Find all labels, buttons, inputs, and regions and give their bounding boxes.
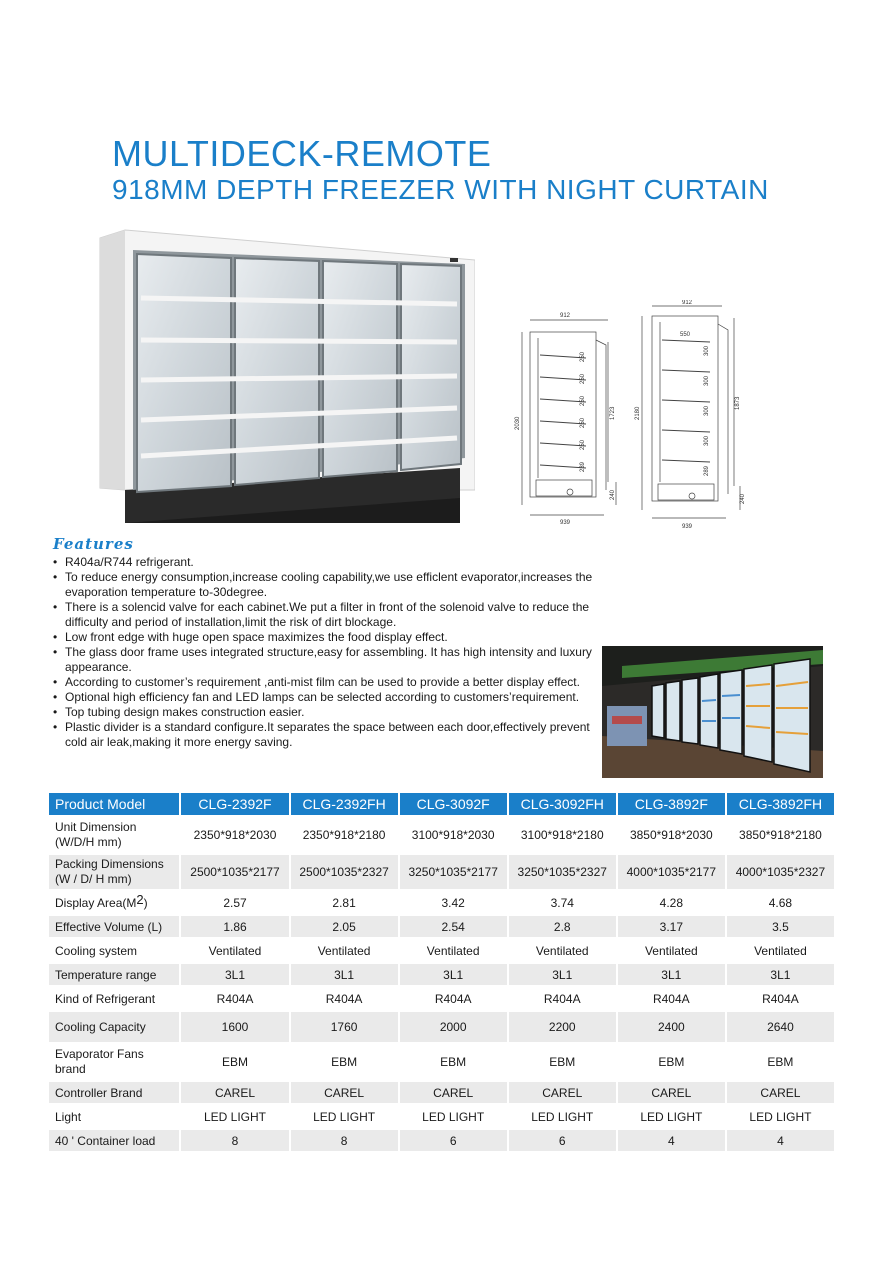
row-label-line: (W / D/ H mm) [55,872,132,886]
table-cell: R404A [652,991,690,1006]
table-cell: 8 [181,1130,288,1151]
table-cell: CAREL [727,1082,834,1103]
table-cell: R404A [325,991,363,1006]
table-cell: 3L1 [727,964,834,985]
row-container-load [49,1130,834,1151]
table-cell: 1760 [291,1012,398,1042]
row-label-line: brand [55,1062,86,1076]
table-cell: 4.68 [768,895,793,910]
table-cell: 2.57 [223,895,247,910]
table-cell: 4 [727,1130,834,1151]
shelf-spacing-label: 239 [580,461,586,472]
row-packing-dimensions [49,855,834,889]
row-label-line: (W/D/H mm) [55,835,122,849]
shelf-spacing-label: 250 [580,439,586,450]
shelf-spacing-label: 250 [580,373,586,384]
table-cell: 2.54 [400,916,507,937]
table-cell: 2.05 [291,916,398,937]
table-cell: 4 [618,1130,725,1151]
table-cell: 3850*918*2030 [629,827,713,842]
shelf-spacing-label: 300 [704,375,710,386]
table-cell: R404A [216,991,254,1006]
diagram-base-height: 240 [610,489,616,500]
table-cell: CAREL [181,1082,288,1103]
table-cell: 2200 [509,1012,616,1042]
row-controller-brand [49,1082,834,1103]
table-cell: LED LIGHT [531,1109,594,1124]
feature-item: • R404a/R744 refrigerant. [53,555,598,570]
table-cell: EBM [767,1054,794,1069]
row-label [49,1045,179,1079]
table-cell: LED LIGHT [422,1109,485,1124]
diagram-inner-height: 1873 [735,396,741,410]
row-label: Light [55,1109,82,1124]
diagram-top-inner: 550 [680,332,691,338]
shelf-spacing-label: 300 [704,435,710,446]
feature-item: • There is a solencid valve for each cabinet.We put a filter in front of the solenoid valve to reduce the difficulty and period of installation,limit the risk of dirt blockage. [53,600,598,630]
diagram-width-top: 912 [682,300,693,306]
table-cell: 3.42 [441,895,465,910]
table-cell: 2500*1035*2327 [291,855,398,889]
row-label-text: Display Area(M [55,896,137,910]
row-label-line: Evaporator Fans [55,1047,144,1061]
table-cell: 3100*918*2030 [411,827,495,842]
dimension-diagram-right [630,300,750,530]
table-cell: Ventilated [754,943,807,958]
row-label: Cooling system [55,943,138,958]
diagram-width-top: 912 [560,313,571,319]
features-heading: Features [53,535,134,553]
table-cell: 1600 [181,1012,288,1042]
spec-table [47,790,836,1154]
table-cell: 2500*1035*2177 [181,855,288,889]
table-cell: 3.5 [727,916,834,937]
table-cell: Ventilated [317,943,371,958]
row-label: Kind of Refrigerant [55,991,156,1006]
row-label-line: Packing Dimensions [55,857,164,871]
table-cell: LED LIGHT [749,1109,812,1124]
row-display-area [49,892,834,913]
row-label-text: ) [143,896,148,910]
feature-item: • Top tubing design makes construction easier. [53,705,598,720]
page-title: MULTIDECK-REMOTE [112,133,492,174]
table-cell: 4000*1035*2177 [618,855,725,889]
table-cell: 3L1 [618,964,725,985]
dimension-diagram-left [508,300,626,525]
row-temperature-range [49,964,834,985]
row-label: Controller Brand [49,1082,179,1103]
row-unit-dimension [49,818,834,852]
table-cell: Ventilated [644,943,698,958]
table-cell: EBM [222,1054,249,1069]
table-cell: 6 [400,1130,507,1151]
table-cell: 3.74 [550,895,574,910]
table-cell: EBM [658,1054,685,1069]
table-cell: R404A [434,991,472,1006]
feature-item: • To reduce energy consumption,increase cooling capability,we use efficlent evaporator,increases the evaporation temperature to-30degree. [53,570,598,600]
feature-item: • Plastic divider is a standard configure.It separates the space between each door,effectively prevent cold air leak,making it more energy saving. [53,720,598,750]
table-cell: 8 [291,1130,398,1151]
row-label [49,818,179,852]
diagram-inner-height: 1723 [610,406,616,420]
row-effective-volume [49,916,834,937]
shelf-spacing-label: 250 [580,351,586,362]
table-cell: 2640 [727,1012,834,1042]
table-cell: 2.81 [332,895,356,910]
page-subtitle: 918MM DEPTH FREEZER WITH NIGHT CURTAIN [112,174,769,205]
table-cell: 3L1 [400,964,507,985]
table-cell: EBM [331,1054,358,1069]
row-label [49,855,179,889]
store-photo [602,646,823,778]
shelf-spacing-label: 250 [580,395,586,406]
table-cell: 1.86 [181,916,288,937]
table-cell: CAREL [509,1082,616,1103]
table-cell: EBM [549,1054,576,1069]
table-cell: R404A [762,991,799,1006]
diagram-base-height: 240 [740,493,746,504]
table-cell: 3850*918*2180 [739,827,822,842]
diagram-height: 2030 [515,416,521,430]
table-cell: 4000*1035*2327 [727,855,834,889]
row-label: Cooling Capacity [49,1012,179,1042]
spec-header-row [49,793,834,815]
table-cell: 3100*918*2180 [520,827,604,842]
table-cell: 2350*918*2180 [302,827,386,842]
table-cell: 4.28 [659,895,683,910]
diagram-height: 2180 [635,406,641,420]
table-cell: 6 [509,1130,616,1151]
row-label: 40 ' Container load [49,1130,179,1151]
diagram-width-bottom: 939 [560,520,571,525]
table-cell: 3L1 [291,964,398,985]
table-cell: CAREL [618,1082,725,1103]
product-photo [95,228,475,528]
shelf-spacing-label: 250 [580,417,586,428]
row-label: Effective Volume (L) [49,916,179,937]
features-list [53,555,598,750]
diagram-width-bottom: 939 [682,524,693,530]
table-cell: LED LIGHT [204,1109,267,1124]
header-model: CLG-2392F [181,793,288,815]
table-cell: 3L1 [509,964,616,985]
feature-item: • Low front edge with huge open space maximizes the food display effect. [53,630,598,645]
table-cell: Ventilated [208,943,262,958]
table-cell: 2400 [618,1012,725,1042]
feature-item: • The glass door frame uses integrated structure,easy for assembling. It has high intensity and luxury appearance. [53,645,598,675]
header-model: CLG-3892FH [727,793,834,815]
row-cooling-system [49,940,834,961]
row-label [49,892,179,913]
table-cell: CAREL [291,1082,398,1103]
table-cell: LED LIGHT [313,1109,376,1124]
table-cell: Ventilated [535,943,589,958]
table-cell: R404A [543,991,581,1006]
row-refrigerant [49,988,834,1009]
table-cell: EBM [440,1054,467,1069]
shelf-spacing-label: 289 [704,465,710,476]
shelf-spacing-label: 300 [704,345,710,356]
table-cell: Ventilated [426,943,480,958]
row-label-superscript: 2 [136,892,144,907]
header-product-model: Product Model [49,793,179,815]
feature-item: • Optional high efficiency fan and LED lamps can be selected according to customers’requirement. [53,690,598,705]
shelf-spacing-label: 300 [704,405,710,416]
row-light [49,1106,834,1127]
header-model: CLG-2392FH [291,793,398,815]
table-cell: 3250*1035*2177 [400,855,507,889]
table-cell: CAREL [400,1082,507,1103]
table-cell: 2.8 [509,916,616,937]
row-label: Temperature range [49,964,179,985]
table-cell: 2350*918*2030 [193,827,277,842]
header-model: CLG-3092FH [509,793,616,815]
table-cell: LED LIGHT [640,1109,703,1124]
header-model: CLG-3892F [618,793,725,815]
table-cell: 3250*1035*2327 [509,855,616,889]
table-cell: 3L1 [181,964,288,985]
row-evaporator-fans [49,1045,834,1079]
table-cell: 3.17 [618,916,725,937]
table-cell: 2000 [400,1012,507,1042]
row-label-line: Unit Dimension [55,820,137,834]
header-model: CLG-3092F [400,793,507,815]
feature-item: • According to customer’s requirement ,anti-mist film can be used to provide a better display effect. [53,675,598,690]
row-cooling-capacity [49,1012,834,1042]
